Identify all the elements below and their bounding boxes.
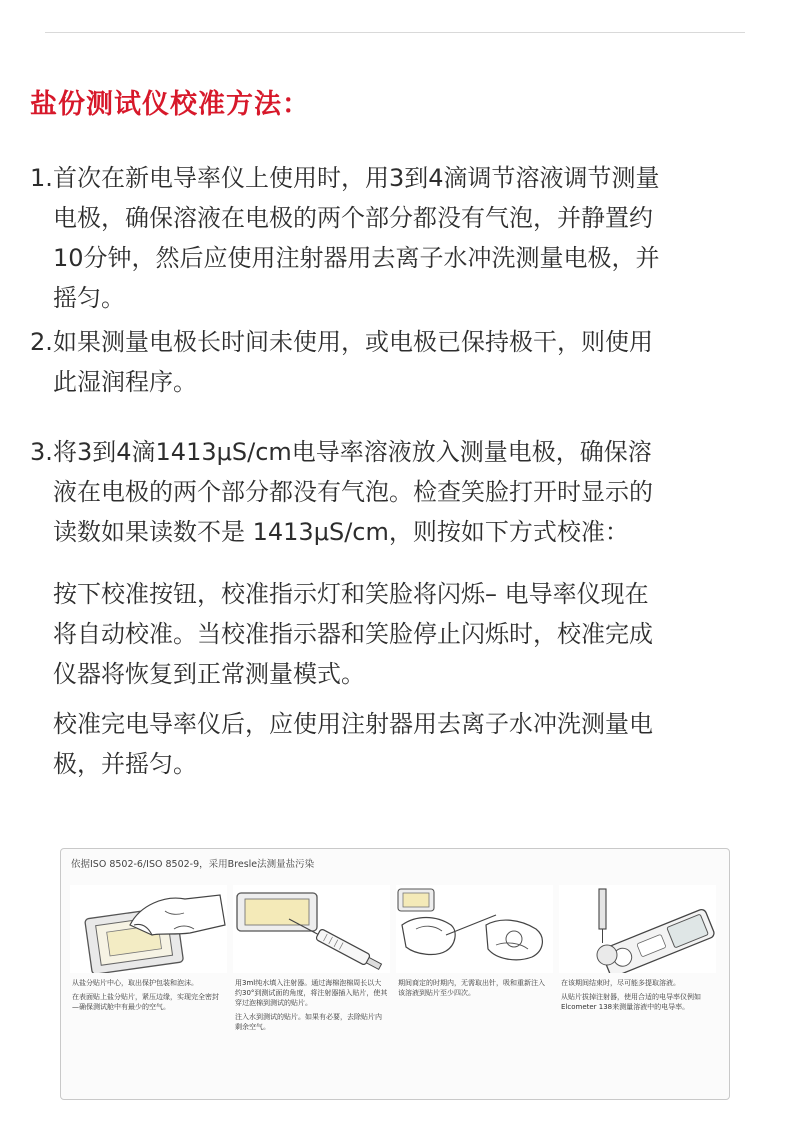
patch-peel-illustration-icon [70,885,227,973]
meter-drop-illustration-icon [559,885,716,973]
figure-panel-4 [559,885,716,1016]
hands-massage-illustration-icon [396,885,553,973]
step-2 [30,322,750,402]
text-line: 如果测量电极长时间未使用，或电极已保持极干，则使用 [53,328,653,356]
caption-line: 在表面贴上盐分贴片，紧压边缘，实现完全密封—确保测试舱中有最少的空气。 [72,993,219,1011]
text-line: 将自动校准。当校准指示器和笑脸停止闪烁时，校准完成 [53,620,653,648]
caption-line: 在该期间结束时，尽可能多提取溶液。 [561,979,680,987]
caption-line: 期间商定的时期内，无需取出针，吸和重新注入该溶液到贴片至少四次。 [398,979,545,997]
calibration-paragraph [53,574,743,694]
page-heading: 盐份测试仪校准方法： [30,89,310,120]
step-text [53,322,750,402]
figure-panel-2 [233,885,390,1036]
step-number: 1. [30,164,53,192]
figure-panel-1 [70,885,227,1016]
syringe-inject-illustration-icon [233,885,390,973]
text-line: 按下校准按钮，校准指示灯和笑脸将闪烁– 电导率仪现在 [53,580,649,608]
step-3 [30,432,750,552]
panel-caption [398,978,551,998]
text-line: 校准完电导率仪后，应使用注射器用去离子水冲洗测量电 [53,710,653,738]
text-line: 10分钟，然后应使用注射器用去离子水冲洗测量电极，并 [53,244,660,272]
text-line: 首次在新电导率仪上使用时，用3到4滴调节溶液调节测量 [53,164,660,192]
caption-line: 注入水到测试的贴片。如果有必要，去除贴片内剩余空气。 [235,1013,382,1031]
step-number: 3. [30,438,53,466]
text-line: 电极，确保溶液在电极的两个部分都没有气泡，并静置约 [53,204,653,232]
text-line: 液在电极的两个部分都没有气泡。检查笑脸打开时显示的 [53,478,653,506]
text-line: 读数如果读数不是 1413μS/cm，则按如下方式校准： [53,518,629,546]
caption-line: 用3ml纯水填入注射器。通过海棉泡棉周长以大约30°到测试面的角度，将注射器插入贴片，使其穿过泡棉到测试的贴片。 [235,979,388,1007]
bresle-method-figure [60,848,730,1100]
panel-caption [561,978,714,1012]
top-divider [45,32,745,33]
text-line: 摇匀。 [53,284,125,312]
step-text [53,432,750,552]
text-line: 仪器将恢复到正常测量模式。 [53,660,365,688]
caption-line: 从盐分贴片中心，取出保护包装和泡沫。 [72,979,198,987]
text-line: 极，并摇匀。 [53,750,197,778]
caption-line: 从贴片拔掉注射器，使用合适的电导率仪例如Elcometer 138来测量溶液中的电导率。 [561,993,701,1011]
text-line: 此湿润程序。 [53,368,197,396]
panel-caption [235,978,388,1032]
step-text [53,158,750,318]
step-1 [30,158,750,318]
figure-panel-3 [396,885,553,1002]
text-line: 将3到4滴1413μS/cm电导率溶液放入测量电极，确保溶 [53,438,652,466]
step-number: 2. [30,328,53,356]
after-calibration-paragraph [53,704,743,784]
figure-title: 依据ISO 8502-6/ISO 8502-9，采用Bresle法测量盐污染 [71,859,315,870]
panel-caption [72,978,225,1012]
